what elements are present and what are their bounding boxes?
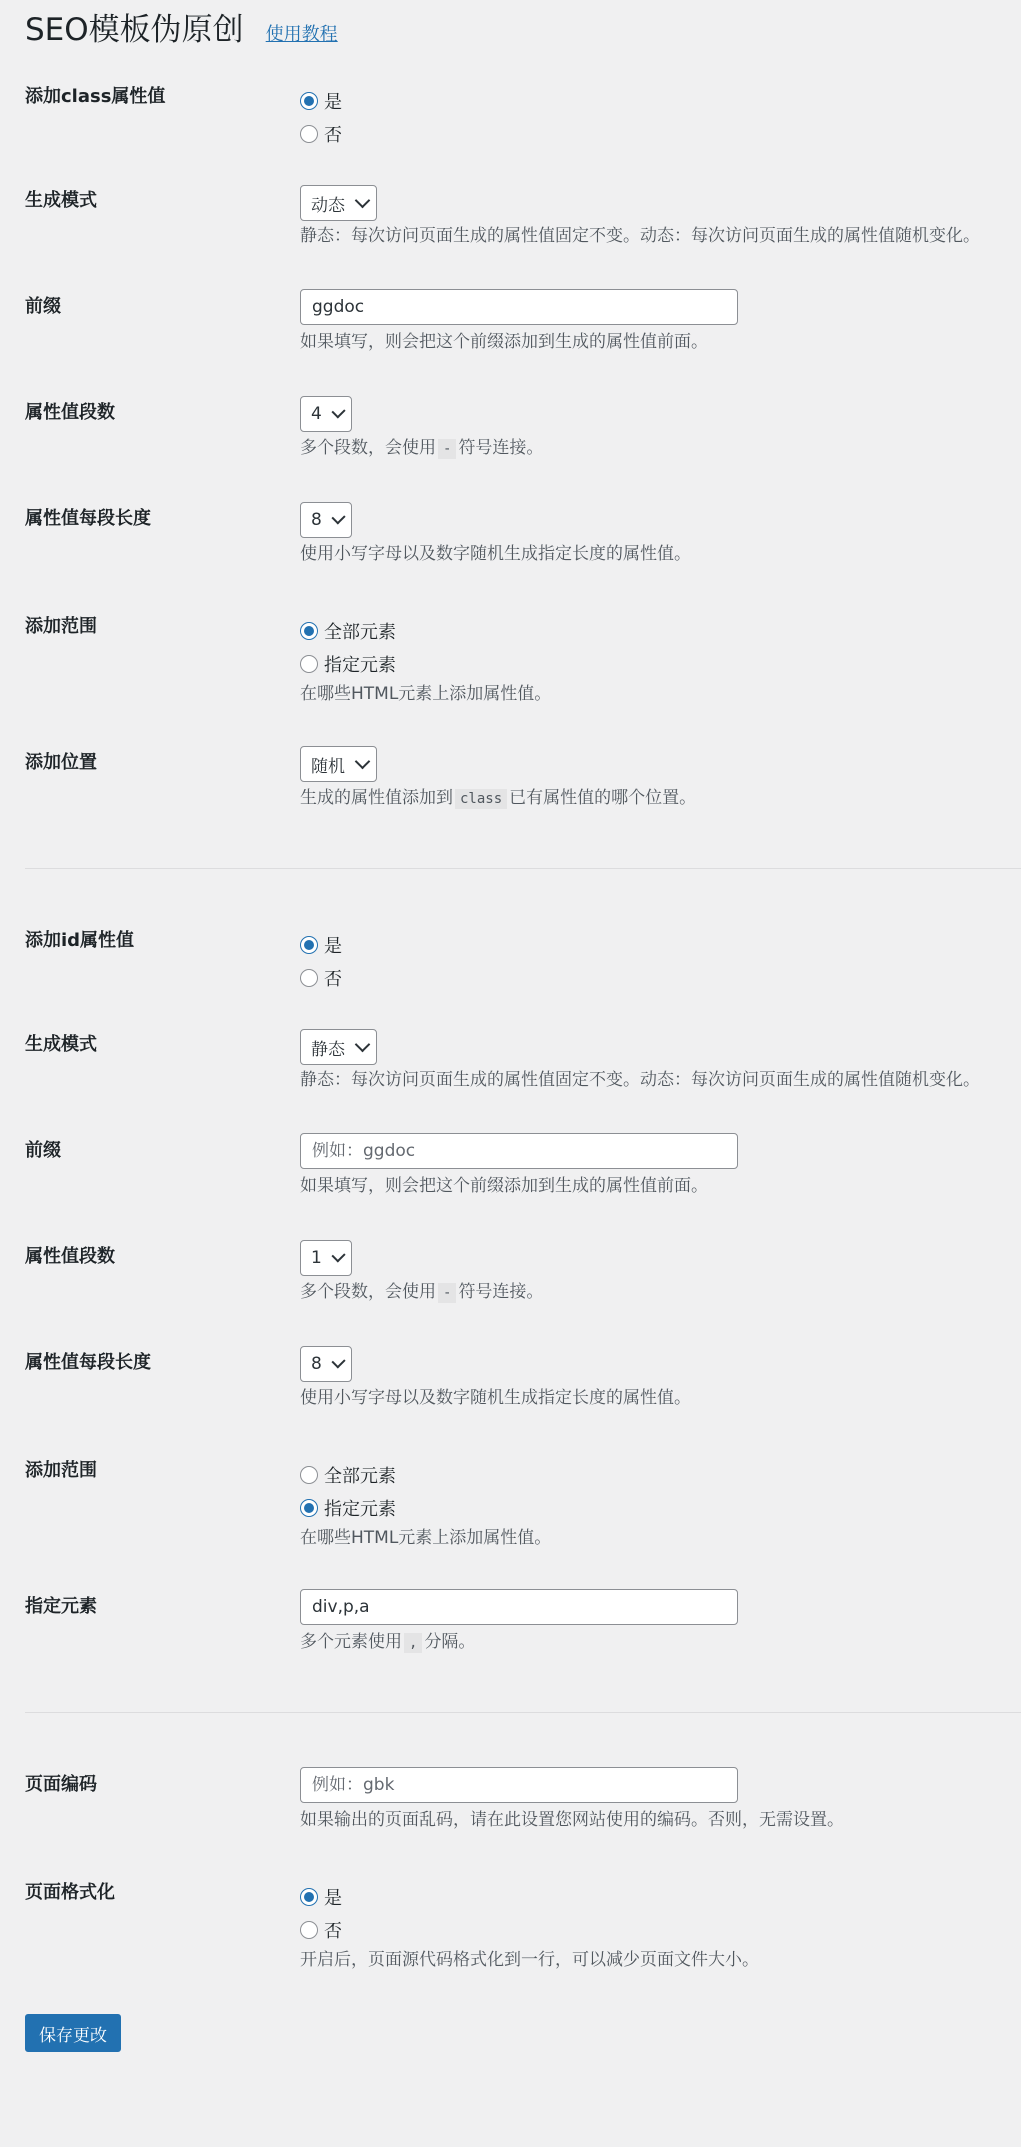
encoding-desc: 如果输出的页面乱码，请在此设置您网站使用的编码。否则，无需设置。 — [300, 1810, 844, 1830]
id-enable-yes-label: 是 — [324, 935, 342, 957]
chevron-down-icon — [355, 192, 371, 208]
class-segments-value: 4 — [311, 404, 322, 424]
id-enable-yes[interactable] — [300, 928, 1020, 961]
id-elements-desc — [300, 1629, 1020, 1656]
format-no-label: 否 — [324, 1920, 342, 1942]
id-segments-desc-before: 多个段数，会使用 — [300, 1282, 436, 1302]
save-button[interactable]: 保存更改 — [25, 2014, 121, 2052]
id-segments-label: 属性值段数 — [25, 1246, 115, 1267]
id-segments-field — [300, 1240, 1020, 1306]
id-scope-specified-label: 指定元素 — [324, 1498, 396, 1520]
format-label: 页面格式化 — [25, 1882, 115, 1903]
class-enable-radios — [300, 84, 1020, 150]
class-position-value: 随机 — [311, 756, 345, 777]
radio-checked-icon[interactable] — [300, 1499, 318, 1517]
class-mode-value: 动态 — [311, 195, 345, 216]
class-enable-yes[interactable] — [300, 84, 1020, 117]
id-enable-no-label: 否 — [324, 968, 342, 990]
class-mode-desc: 静态：每次访问页面生成的属性值固定不变。动态：每次访问页面生成的属性值随机变化。 — [300, 226, 980, 246]
id-seglen-field — [300, 1346, 1020, 1411]
class-enable-no-label: 否 — [324, 124, 342, 146]
class-segments-label: 属性值段数 — [25, 402, 115, 423]
id-segments-desc — [300, 1279, 1020, 1306]
class-segments-code: - — [438, 439, 456, 459]
radio-unchecked-icon[interactable] — [300, 1466, 318, 1484]
id-seglen-label: 属性值每段长度 — [25, 1352, 151, 1373]
id-prefix-field — [300, 1133, 1020, 1199]
id-enable-no[interactable] — [300, 961, 1020, 994]
id-elements-label: 指定元素 — [25, 1596, 97, 1617]
id-seglen-desc: 使用小写字母以及数字随机生成指定长度的属性值。 — [300, 1388, 691, 1408]
class-scope-field — [300, 614, 1020, 707]
id-scope-all-label: 全部元素 — [324, 1465, 396, 1487]
id-segments-code: - — [438, 1283, 456, 1303]
class-position-select[interactable] — [300, 746, 377, 782]
id-scope-desc: 在哪些HTML元素上添加属性值。 — [300, 1528, 552, 1548]
format-no[interactable] — [300, 1913, 1020, 1946]
class-prefix-field — [300, 289, 1020, 355]
id-mode-value: 静态 — [311, 1039, 345, 1060]
section-divider — [25, 1712, 1021, 1713]
class-enable-no[interactable] — [300, 117, 1020, 150]
radio-checked-icon[interactable] — [300, 622, 318, 640]
chevron-down-icon — [331, 404, 345, 418]
title-row — [25, 10, 338, 50]
format-yes[interactable] — [300, 1880, 1020, 1913]
id-elements-input[interactable] — [300, 1589, 738, 1625]
id-segments-value: 1 — [311, 1248, 322, 1268]
format-desc: 开启后，页面源代码格式化到一行，可以减少页面文件大小。 — [300, 1950, 759, 1970]
id-seglen-select[interactable] — [300, 1346, 352, 1382]
class-position-desc-before: 生成的属性值添加到 — [300, 788, 453, 808]
class-seglen-select[interactable] — [300, 502, 352, 538]
class-scope-label: 添加范围 — [25, 616, 97, 637]
class-scope-specified-label: 指定元素 — [324, 654, 396, 676]
class-mode-field — [300, 185, 1020, 249]
class-enable-yes-label: 是 — [324, 91, 342, 113]
class-mode-label: 生成模式 — [25, 190, 97, 211]
radio-checked-icon[interactable] — [300, 92, 318, 110]
chevron-down-icon — [355, 1036, 371, 1052]
section-divider — [25, 868, 1021, 869]
id-seglen-value: 8 — [311, 1354, 322, 1374]
radio-checked-icon[interactable] — [300, 936, 318, 954]
id-elements-code: , — [404, 1633, 422, 1653]
format-field — [300, 1880, 1020, 1973]
class-scope-all[interactable] — [300, 614, 1020, 647]
class-segments-select[interactable] — [300, 396, 352, 432]
class-segments-desc-before: 多个段数，会使用 — [300, 438, 436, 458]
id-enable-radios — [300, 928, 1020, 994]
class-position-code: class — [455, 789, 507, 809]
class-segments-desc-after: 符号连接。 — [458, 438, 544, 458]
chevron-down-icon — [355, 753, 371, 769]
class-enable-label: 添加class属性值 — [25, 86, 166, 107]
id-elements-desc-before: 多个元素使用 — [300, 1632, 402, 1652]
class-position-label: 添加位置 — [25, 752, 97, 773]
id-scope-field — [300, 1458, 1020, 1551]
id-segments-select[interactable] — [300, 1240, 352, 1276]
id-mode-select[interactable] — [300, 1029, 377, 1065]
class-scope-desc: 在哪些HTML元素上添加属性值。 — [300, 684, 552, 704]
radio-unchecked-icon[interactable] — [300, 655, 318, 673]
radio-unchecked-icon[interactable] — [300, 125, 318, 143]
id-mode-desc: 静态：每次访问页面生成的属性值固定不变。动态：每次访问页面生成的属性值随机变化。 — [300, 1070, 980, 1090]
class-seglen-label: 属性值每段长度 — [25, 508, 151, 529]
class-scope-all-label: 全部元素 — [324, 621, 396, 643]
class-prefix-input[interactable] — [300, 289, 738, 325]
radio-unchecked-icon[interactable] — [300, 969, 318, 987]
id-mode-label: 生成模式 — [25, 1034, 97, 1055]
format-yes-label: 是 — [324, 1887, 342, 1909]
id-prefix-input[interactable] — [300, 1133, 738, 1169]
id-mode-field — [300, 1029, 1020, 1093]
chevron-down-icon — [331, 1248, 345, 1262]
radio-unchecked-icon[interactable] — [300, 1921, 318, 1939]
class-position-desc-after: 已有属性值的哪个位置。 — [509, 788, 697, 808]
radio-checked-icon[interactable] — [300, 1888, 318, 1906]
chevron-down-icon — [331, 510, 345, 524]
encoding-label: 页面编码 — [25, 1774, 97, 1795]
id-scope-label: 添加范围 — [25, 1460, 97, 1481]
id-scope-specified[interactable] — [300, 1491, 1020, 1524]
id-elements-desc-after: 分隔。 — [424, 1632, 476, 1652]
class-position-desc — [300, 785, 1020, 812]
class-position-field — [300, 746, 1020, 812]
help-link[interactable]: 使用教程 — [265, 24, 338, 45]
class-segments-field — [300, 396, 1020, 462]
class-seglen-field — [300, 502, 1020, 567]
id-scope-all[interactable] — [300, 1458, 1020, 1491]
class-mode-select[interactable] — [300, 185, 377, 221]
class-seglen-value: 8 — [311, 510, 322, 530]
id-elements-field — [300, 1589, 1020, 1656]
class-prefix-desc: 如果填写，则会把这个前缀添加到生成的属性值前面。 — [300, 332, 708, 352]
encoding-field — [300, 1767, 1020, 1833]
class-segments-desc — [300, 435, 1020, 462]
class-prefix-label: 前缀 — [25, 296, 61, 317]
id-prefix-label: 前缀 — [25, 1140, 61, 1161]
chevron-down-icon — [331, 1354, 345, 1368]
class-scope-specified[interactable] — [300, 647, 1020, 680]
page-title: SEO模板伪原创 — [25, 12, 244, 48]
id-enable-label: 添加id属性值 — [25, 930, 135, 951]
class-seglen-desc: 使用小写字母以及数字随机生成指定长度的属性值。 — [300, 544, 691, 564]
id-segments-desc-after: 符号连接。 — [458, 1282, 544, 1302]
id-prefix-desc: 如果填写，则会把这个前缀添加到生成的属性值前面。 — [300, 1176, 708, 1196]
encoding-input[interactable] — [300, 1767, 738, 1803]
